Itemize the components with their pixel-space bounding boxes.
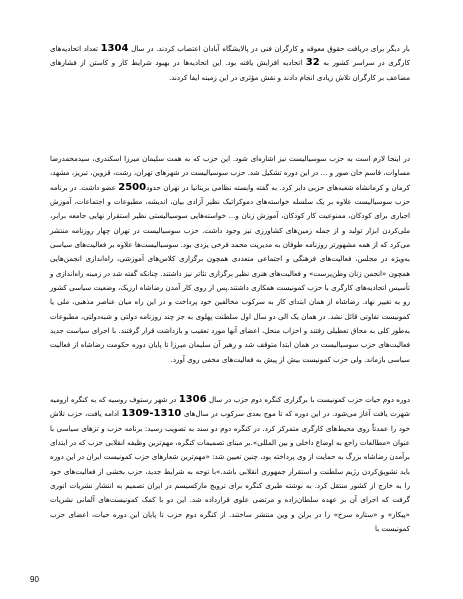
bold-number: 1304 <box>100 43 129 54</box>
paragraph-3 <box>50 393 410 536</box>
page-number: 90 <box>30 575 39 584</box>
bold-number: 32 <box>305 57 320 69</box>
text-run: عضو داشت. در برنامه حزب سوسیالیست علاوه بر یک سلسله خواسته‌های دموکراتیک نظیر آزادی بیان، اندیشه، مطبوعات و اجتماعات، آموزش اجباری برای کودکان، ممنوعیت کار کودکان، آموزش زنان و... خواسته‌هایی سوسیالیستی نظیر استقرار نهایی جامعه برابر، ملی‌کردن ابزار تولید و از جمله زمین‌های کشاورزی نیز وجود داشت. حزب سوسیالیست در تهران چهار روزنامه منتشر می‌کرد که از همه مشهورتر روزنامه طوفان به مدیریت محمد فرخی یزدی بود. سوسیالیست‌ها علاوه بر فعالیت‌های سیاسی به‌ویژه در مجلس، فعالیت‌های فرهنگی و اجتماعی متعددی همچون برگزاری کلاس‌های آموزشی، راه‌اندازی انجمن‌هایی همچون «انجمن زنان وطن‌پرست» و فعالیت‌های هنری نظیر برگزاری تئاتر نیز داشتند. چنانکه گفته شد در زمینه راه‌اندازی و تأسیس اتحادیه‌های کارگری با حزب کمونیست همکاری داشتند.پس از روی کار آمدن رضاشاه ارزیک، وضعیت سیاسی کشور رو به تغییر نهاد. رضاشاه از همان ابتدای کار به سرکوب مخالفین خود پرداخت و در این راه میان عناصر مذهبی، ملی یا کمونیست تفاوتی قائل نشد. در همان یک الی دو سال اول سلطنت پهلوی به جز چند روزنامه دولتی و شبه‌دولتی، مطبوعات به‌طور کلی به محاق تعطیلی رفتند و احزاب منحل، اعضای آنها مورد تعقیب و بازداشت قرار گرفتند. با اجرای سیاست جدید فعالیت‌های حزب سوسیالیست در همان ابتدا متوقف شد و رهبر آن سلیمان میرزا تا پایان دوره حکومت رضاشاه از فعالیت سیاسی بازماند. ولی حزب کمونیست بیش از پیش به فعالیت‌های مخفی روی آورد. <box>50 182 410 364</box>
bold-number: 1310-1309 <box>121 408 182 420</box>
text-run: تعداد اتحادیه‌های کارگری در سراسر کشور به <box>50 44 411 68</box>
text-run: دوره دوم حیات حزب کمونیست با برگزاری کنگره دوم حزب در سال <box>206 395 410 404</box>
text-run: ادامه یافت، حزب تلاش خود را عمدتاً روی محیط‌های کارگری متمرکز کرد. در کنگره دوم دو سند به تصویب رسید: برنامه حزب و تزهای سیاسی با عنوان «مطالعات راجع به اوضاع داخلی و بین المللی».بر مبنای تصمیمات کنگره، مهم‌ترین وظیفه انقلابی حزب که در ابتدای برآمدن رضاشاه بزرگ به حمایت از وی پرداخته بود، چنین تعیین شد: «مهم‌ترین شعارهای حزب کمونیست ایران در این دوره باید تشویق‌کردن رژیم سلطنت و استقرار جمهوری انقلابی باشد.»با توجه به شرایط جدید، حزب بخشی از فعالیت‌های خود را به خارج از کشور منتقل کرد. به نوشته طبری کنگره برای ترویج مارکسیسم در ایران تصمیم به انتشار نشریات انوری گرفت که اجرای آن بر عهده سلطان‌زاده و مرتضی علوی قرارداده شد. این دو با کمک کمونیست‌های آلمانی نشریات «پیکار» و «ستاره سرخ» را در برلن و وین منتشر ساختند. از کنگره دوم حزب تا پایان این دوره حیات، اعضای حزب کمونیست با <box>50 409 410 534</box>
text-run: در اینجا لازم است به حزب سوسیالیست نیز اشاره‌ای شود. این حزب که به همت سلیمان میرزا اسکندری، سیدمحمدرضا مساوات، قاسم خان صور و ... در این دوره تشکیل شد. حزب سوسیالیست در شهرهای تهران، رشت، قزوین، تبریز، مشهد، کرمان و کرمانشاه شعبه‌های حزبی دایر کرد. به گفته وابسته نظامی بریتانیا در تهران حدود <box>50 154 410 192</box>
paragraph-2 <box>50 152 410 367</box>
bold-number: 2500 <box>118 181 147 193</box>
paragraph-1 <box>50 42 410 85</box>
text-run: در شهر رستوف روسیه که به کنگره ارومیه شهرت یافت آغاز می‌شود. در این دوره که تا موج بعدی سرکوب در سال‌های <box>50 395 410 419</box>
bold-number: 1306 <box>178 394 207 405</box>
text-run: اتحادیه افزایش یافته بود. این اتحادیه‌ها در بهبود شرایط کار و کاستن از فشارهای مضاعف بر کارگران تلاش زیادی انجام دادند و نقش مؤثری در این زمینه ایفا کردند. <box>50 58 410 82</box>
text-run: بار دیگر برای دریافت حقوق معوقه و کارگران فنی در پالایشگاه آبادان اعتصاب کردند. در سال <box>128 44 410 53</box>
